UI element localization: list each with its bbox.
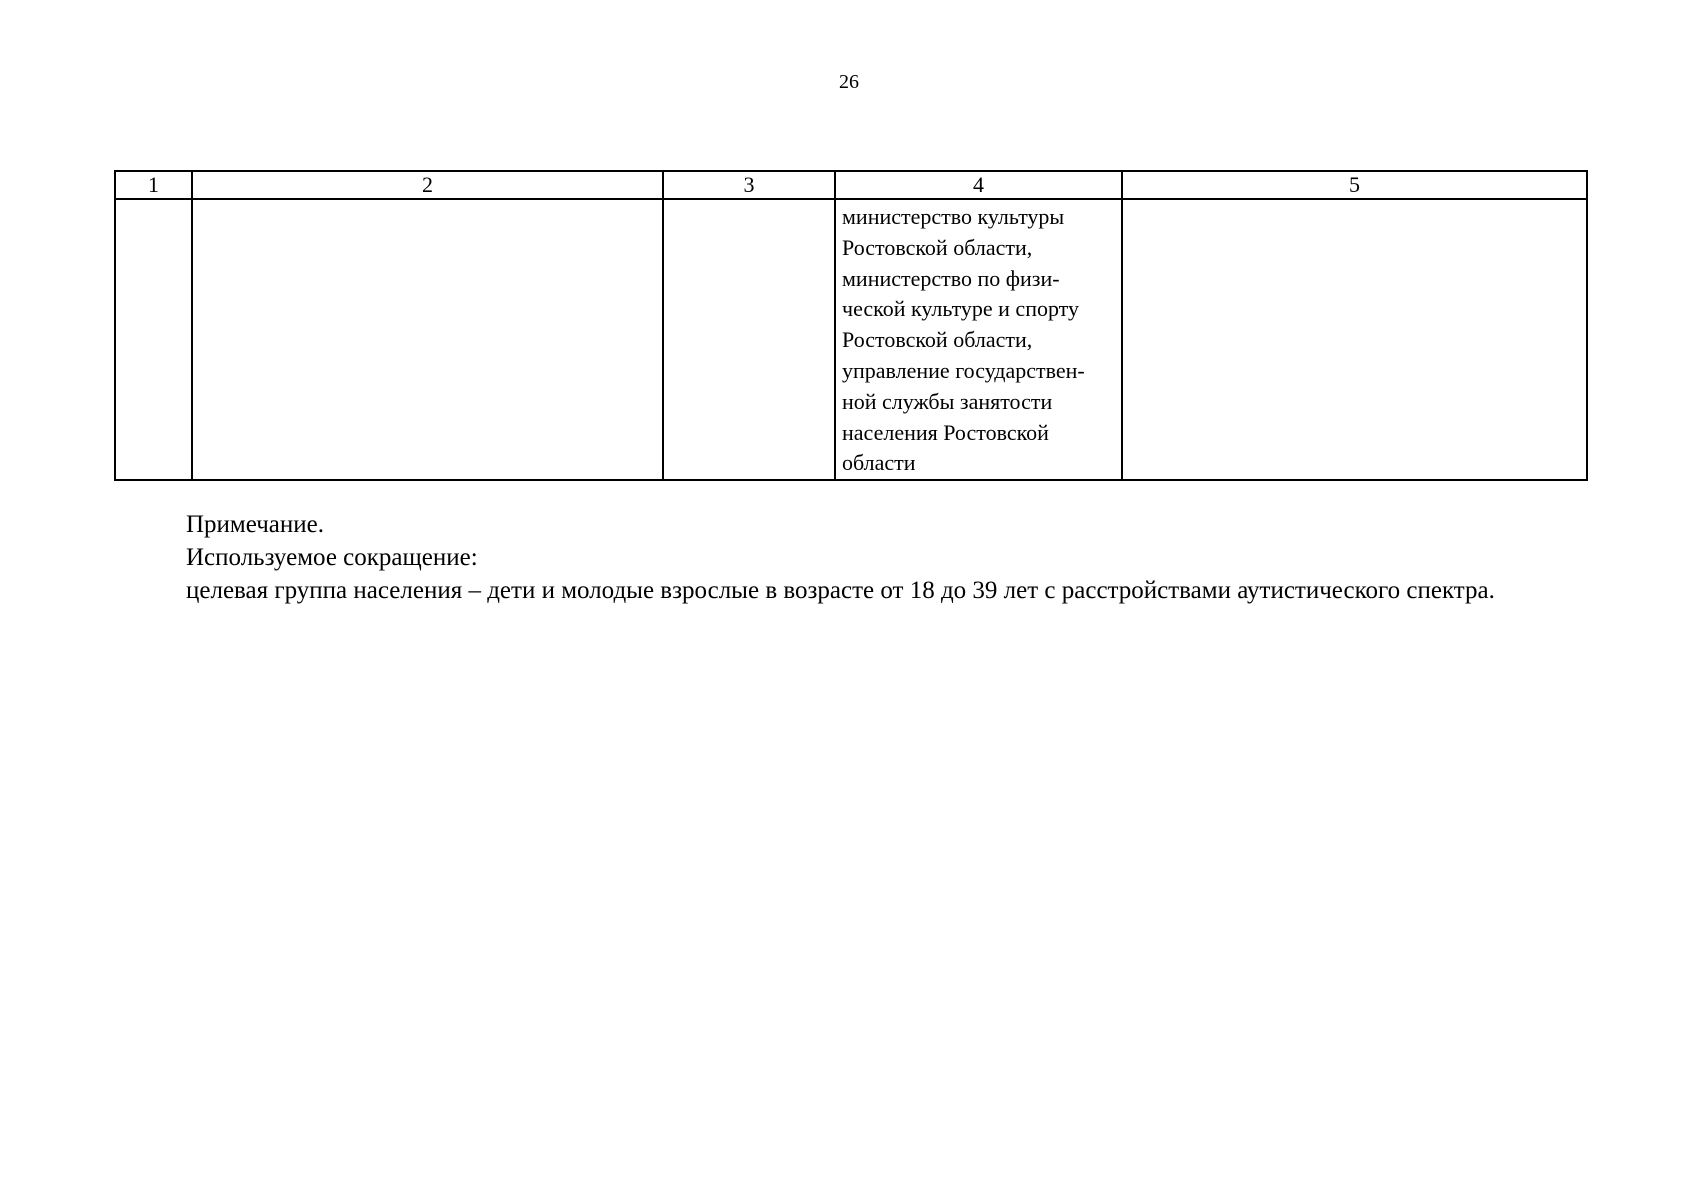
header-cell-2: 2: [192, 171, 663, 199]
cell-line: министерство по физи-: [842, 265, 1060, 291]
row-cell-3: [663, 199, 835, 480]
table-header-row: [115, 171, 1587, 199]
document-table: [114, 170, 1588, 481]
table-row: [115, 199, 1587, 480]
cell-line: министерство культуры: [842, 204, 1065, 229]
row-cell-4: [835, 199, 1122, 480]
cell-line: Ростовской области,: [842, 234, 1033, 260]
row-cell-5: [1122, 199, 1587, 480]
row-cell-2: [192, 199, 663, 480]
row-cell-1: [115, 199, 192, 480]
header-cell-4: 4: [835, 171, 1122, 199]
header-cell-5: 5: [1122, 171, 1587, 199]
note-title: Примечание.: [186, 511, 325, 538]
note-subtitle: Используемое сокращение:: [186, 544, 478, 571]
page-number: 26: [839, 71, 859, 93]
note-section: [114, 508, 1588, 607]
cell-line: ной службы занятости: [842, 388, 1053, 414]
cell-line: управление государствен-: [842, 357, 1085, 383]
note-text: целевая группа населения – дети и молодые взрослые в возрасте от 18 до 39 лет с расстройствами аутистического спектра.: [186, 577, 1495, 604]
responsible-executors-text: [836, 200, 1121, 479]
cell-line: ческой культуре и спорту: [842, 296, 1080, 322]
header-cell-1: 1: [115, 171, 192, 199]
cell-line: области: [842, 450, 916, 476]
header-cell-3: 3: [663, 171, 835, 199]
cell-line: населения Ростовской: [842, 419, 1049, 445]
cell-line: Ростовской области,: [842, 327, 1033, 353]
